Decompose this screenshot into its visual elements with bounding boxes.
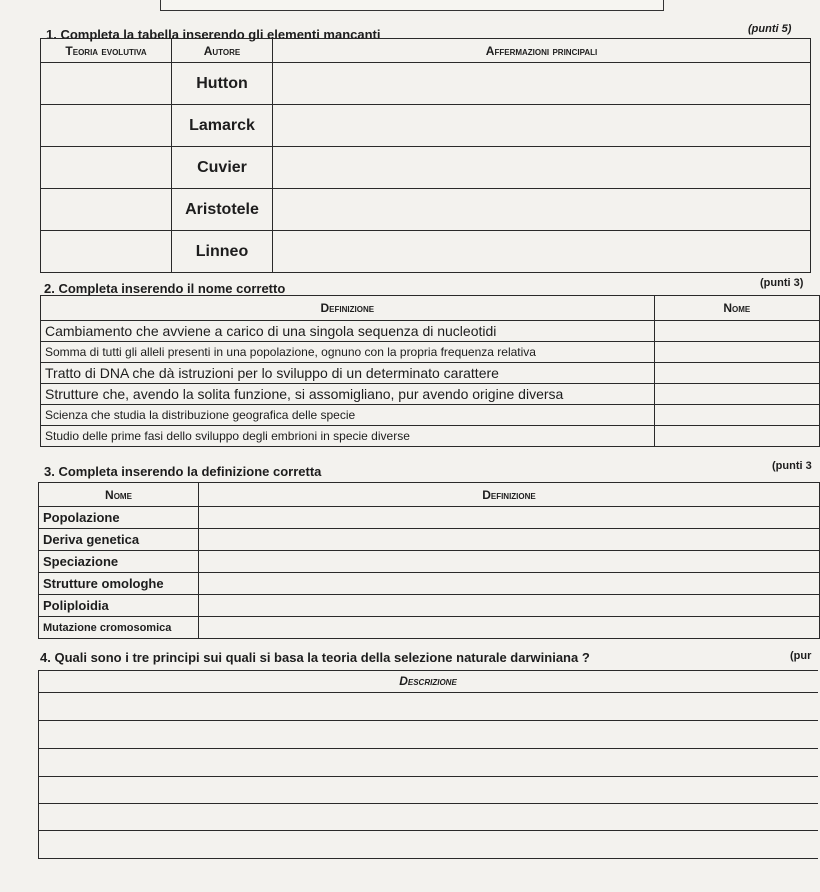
q3-name: Deriva genetica xyxy=(39,529,199,551)
q1-theory-cell[interactable] xyxy=(41,189,172,231)
q1-statement-cell[interactable] xyxy=(273,147,811,189)
q1-header-statements: Affermazioni principali xyxy=(273,39,811,63)
q1-table xyxy=(40,38,811,273)
q4-title: 4. Quali sono i tre principi sui quali si basa la teoria della selezione naturale darwiniana ? xyxy=(40,650,590,665)
q3-table xyxy=(38,482,820,639)
q4-answer-line[interactable] xyxy=(38,720,818,721)
q2-answer-cell[interactable] xyxy=(654,342,819,363)
q1-author-cell: Aristotele xyxy=(172,189,273,231)
q1-statement-cell[interactable] xyxy=(273,231,811,273)
q4-answer-area[interactable] xyxy=(38,670,818,860)
q2-definition: Strutture che, avendo la solita funzione, si assomigliano, pur avendo origine diversa xyxy=(41,384,655,405)
q3-name: Popolazione xyxy=(39,507,199,529)
q1-statement-cell[interactable] xyxy=(273,105,811,147)
q2-answer-cell[interactable] xyxy=(654,384,819,405)
q1-theory-cell[interactable] xyxy=(41,147,172,189)
q1-header-author: Autore xyxy=(172,39,273,63)
q4-left-border xyxy=(38,670,39,858)
q4-answer-line[interactable] xyxy=(38,858,818,859)
q2-definition: Somma di tutti gli alleli presenti in una popolazione, ognuno con la propria frequenza relativa xyxy=(41,342,655,363)
q1-points: (punti 5) xyxy=(748,23,792,35)
q4-answer-line[interactable] xyxy=(38,776,818,777)
q2-answer-cell[interactable] xyxy=(654,426,819,447)
q2-answer-cell[interactable] xyxy=(654,405,819,426)
q4-answer-line[interactable] xyxy=(38,803,818,804)
q2-table xyxy=(40,295,820,447)
q3-name: Mutazione cromosomica xyxy=(39,617,199,639)
q3-answer-cell[interactable] xyxy=(198,551,819,573)
q2-definition: Scienza che studia la distribuzione geografica delle specie xyxy=(41,405,655,426)
q2-header-name: Nome xyxy=(654,296,819,321)
q3-header-definition: Definizione xyxy=(198,483,819,507)
q1-author-cell: Hutton xyxy=(172,63,273,105)
q1-author-cell: Cuvier xyxy=(172,147,273,189)
q3-answer-cell[interactable] xyxy=(198,595,819,617)
q3-name: Speciazione xyxy=(39,551,199,573)
q1-author-cell: Lamarck xyxy=(172,105,273,147)
q2-header-definition: Definizione xyxy=(41,296,655,321)
q3-points: (punti 3 xyxy=(772,460,812,472)
q3-answer-cell[interactable] xyxy=(198,507,819,529)
q1-header-theory: Teoria evolutiva xyxy=(41,39,172,63)
q1-theory-cell[interactable] xyxy=(41,231,172,273)
q1-statement-cell[interactable] xyxy=(273,189,811,231)
q2-definition: Tratto di DNA che dà istruzioni per lo sviluppo di un determinato carattere xyxy=(41,363,655,384)
q4-answer-line[interactable] xyxy=(38,830,818,831)
q3-name: Poliploidia xyxy=(39,595,199,617)
q2-definition: Cambiamento che avviene a carico di una singola sequenza di nucleotidi xyxy=(41,321,655,342)
q4-answer-line[interactable] xyxy=(38,692,818,693)
q2-title: 2. Completa inserendo il nome corretto xyxy=(44,281,286,296)
q3-answer-cell[interactable] xyxy=(198,617,819,639)
q3-header-name: Nome xyxy=(39,483,199,507)
q4-points: (pur xyxy=(790,650,812,662)
q1-title: 1. Completa la tabella inserendo gli elementi mancanti xyxy=(46,27,381,42)
q2-answer-cell[interactable] xyxy=(654,363,819,384)
top-answer-box xyxy=(160,0,664,11)
q1-theory-cell[interactable] xyxy=(41,63,172,105)
q3-title: 3. Completa inserendo la definizione corretta xyxy=(44,464,322,479)
q4-answer-line[interactable] xyxy=(38,748,818,749)
q1-theory-cell[interactable] xyxy=(41,105,172,147)
q4-top-rule xyxy=(38,670,818,671)
q1-author-cell: Linneo xyxy=(172,231,273,273)
q3-answer-cell[interactable] xyxy=(198,573,819,595)
q2-definition: Studio delle prime fasi dello sviluppo degli embrioni in specie diverse xyxy=(41,426,655,447)
q4-header-description: Descrizione xyxy=(399,674,457,688)
q2-answer-cell[interactable] xyxy=(654,321,819,342)
q1-statement-cell[interactable] xyxy=(273,63,811,105)
q2-points: (punti 3) xyxy=(760,277,804,289)
q3-answer-cell[interactable] xyxy=(198,529,819,551)
q3-name: Strutture omologhe xyxy=(39,573,199,595)
